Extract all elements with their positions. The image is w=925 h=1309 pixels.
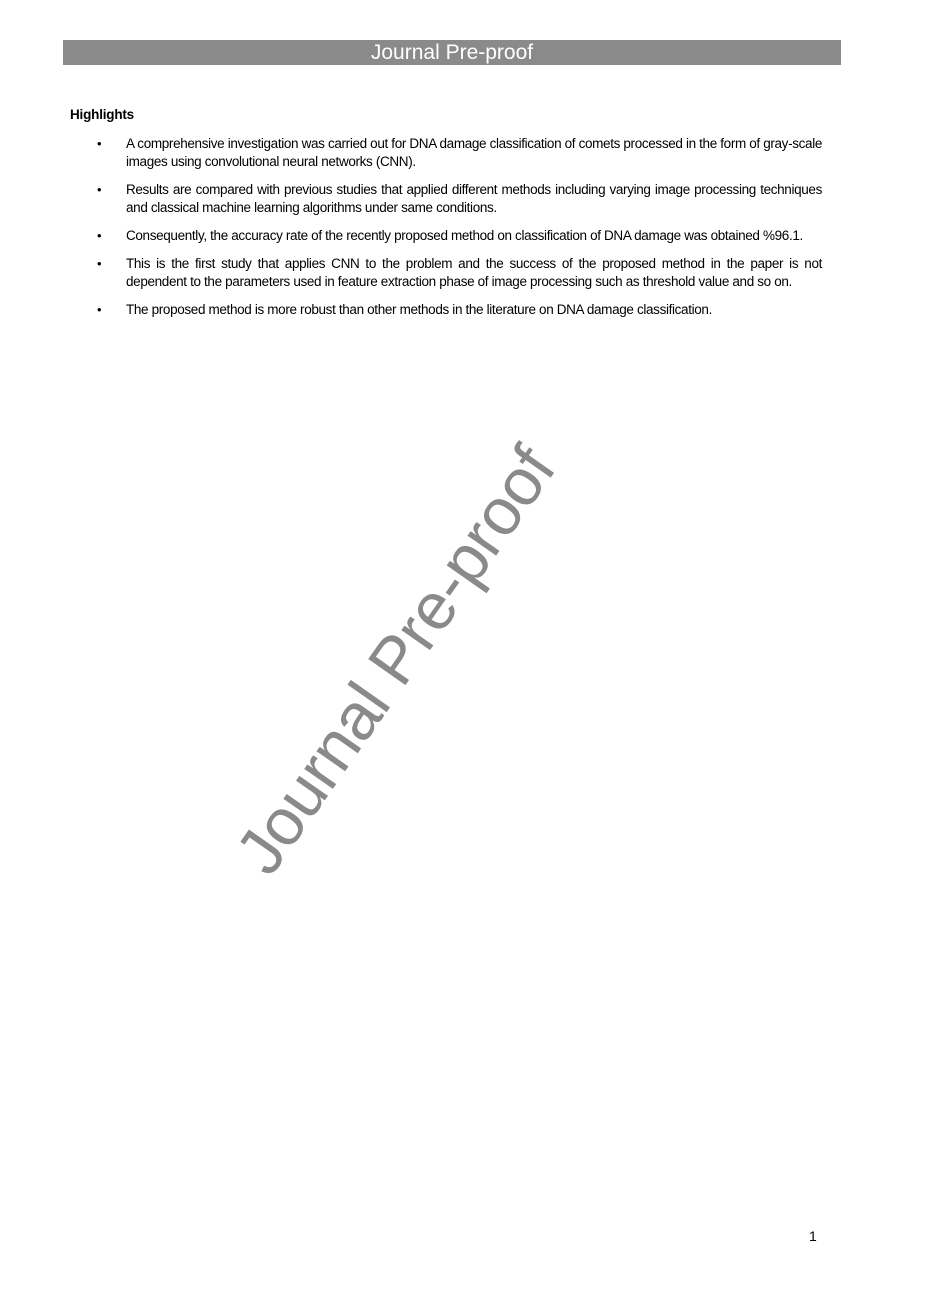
banner-title: Journal Pre-proof — [370, 41, 534, 64]
page-number: 1 — [809, 1228, 817, 1244]
journal-preproof-banner — [63, 40, 841, 65]
bullet-icon: • — [97, 302, 102, 317]
bullet-icon: • — [97, 182, 102, 197]
highlight-item — [70, 135, 822, 171]
highlights-list — [70, 135, 822, 329]
highlight-text: Results are compared with previous studies that applied different methods including varying image processing techniques and classical machine learning algorithms under same conditions. — [126, 182, 822, 215]
highlight-item — [70, 227, 822, 245]
highlight-item — [70, 255, 822, 291]
highlight-text: This is the first study that applies CNN to the problem and the success of the proposed method in the paper is not dependent to the parameters used in feature extraction phase of image processing such as threshold value and so on. — [126, 256, 822, 289]
highlight-text: A comprehensive investigation was carried out for DNA damage classification of comets processed in the form of gray-scale images using convolutional neural networks (CNN). — [126, 136, 822, 169]
highlight-text: Consequently, the accuracy rate of the recently proposed method on classification of DNA damage was obtained %96.1. — [126, 228, 803, 243]
highlight-item — [70, 181, 822, 217]
highlights-heading: Highlights — [70, 107, 134, 122]
highlight-text: The proposed method is more robust than other methods in the literature on DNA damage classification. — [126, 302, 712, 317]
preproof-watermark: Journal Pre-proof — [220, 433, 570, 887]
bullet-icon: • — [97, 136, 102, 151]
highlight-item — [70, 301, 822, 319]
bullet-icon: • — [97, 256, 102, 271]
bullet-icon: • — [97, 228, 102, 243]
